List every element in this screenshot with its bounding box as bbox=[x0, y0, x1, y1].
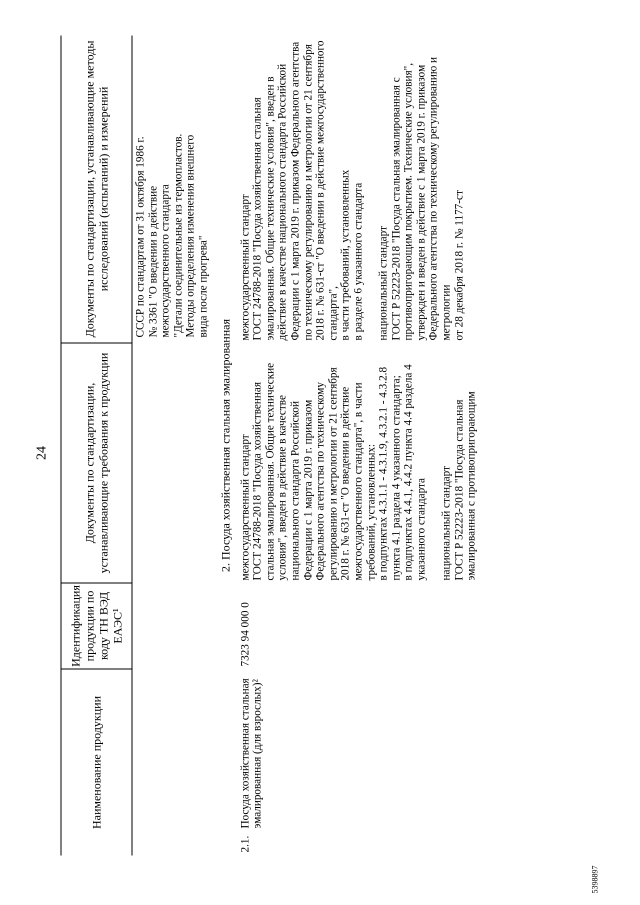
table-row bbox=[239, 35, 478, 855]
header-tn-ved-code: Идентификация продукции по коду ТН ВЭД ЕАЭС¹ bbox=[61, 583, 131, 669]
section-title: 2. Посуда хозяйственная стальная эмалированная bbox=[217, 318, 232, 572]
continuation-methods-text: СССР по стандартам от 31 октября 1986 г. № 3361 "О введении в действие межгосударственного стандарта "Детали соединительные из термопластов. Методы определения изменения внешнего вида после прогрева" bbox=[134, 133, 209, 337]
product-name-cell bbox=[239, 669, 478, 855]
product-name: Посуда хозяйственная стальная эмалированная (для взрослых)² bbox=[238, 677, 264, 828]
requirements-docs: межгосударственный стандарт ГОСТ 24788-2018 "Посуда хозяйственная стальная эмалированная. Общие технические условия", введен в действие в качестве национального стандарта Российской Федерации с 1 марта 2019 г. приказом Федерального агентства по техническому регулированию и метрологии от 21 сентября 2018 г. № 631-ст "О введении в действие межгосударственного стандарта", в части требований, установленных: в подпунктах 4.3.1.1 - 4.3.1.9, 4.3.2.1 - 4.3.2.8 пункта 4.1 раздела 4 указанного стандарта; в подпунктах 4.4.1, 4.4.2 пункта 4.4 раздела 4 указанного стандарта национальный стандарт ГОСТ Р 52223-2018 "Посуда стальная эмалированная с противопригорающим bbox=[238, 362, 478, 580]
row-number: 2.1. bbox=[238, 835, 251, 852]
table-row-continuation bbox=[134, 35, 210, 855]
header-product-name: Наименование продукции bbox=[89, 695, 103, 829]
header-test-methods-docs: Документы по стандартизации, устанавливающие методы исследований (испытаний) и измерений bbox=[61, 35, 131, 343]
page-number: 24 bbox=[34, 445, 49, 460]
header-requirements-docs: Документы по стандартизации, устанавливающие требования к продукции bbox=[61, 343, 131, 583]
table-header-row bbox=[60, 35, 132, 855]
regulations-table bbox=[60, 35, 478, 855]
test-methods-docs: межгосударственный стандарт ГОСТ 24788-2018 "Посуда хозяйственная стальная эмалированная. Общие технические условия", введен в действие в качестве национального стандарта Российской Федерации с 1 марта 2019 г. приказом Федерального агентства по техническому регулированию и метрологии от 21 сентября 2018 г. № 631-ст "О введении в действие межгосударственного стандарта", в части требований, установленных в разделе 6 указанного стандарта национальный стандарт ГОСТ Р 52223-2018 "Посуда стальная эмалированная с противопригорающим покрытием. Технические условия", утвержден и введен в действие с 1 марта 2019 г. приказом Федерального агентства по техническому регулированию и метрологии от 28 декабря 2018 г. № 1177-ст bbox=[238, 40, 465, 340]
document-id: 5398897 bbox=[590, 865, 599, 893]
tn-ved-code: 7323 94 000 0 bbox=[238, 601, 251, 666]
